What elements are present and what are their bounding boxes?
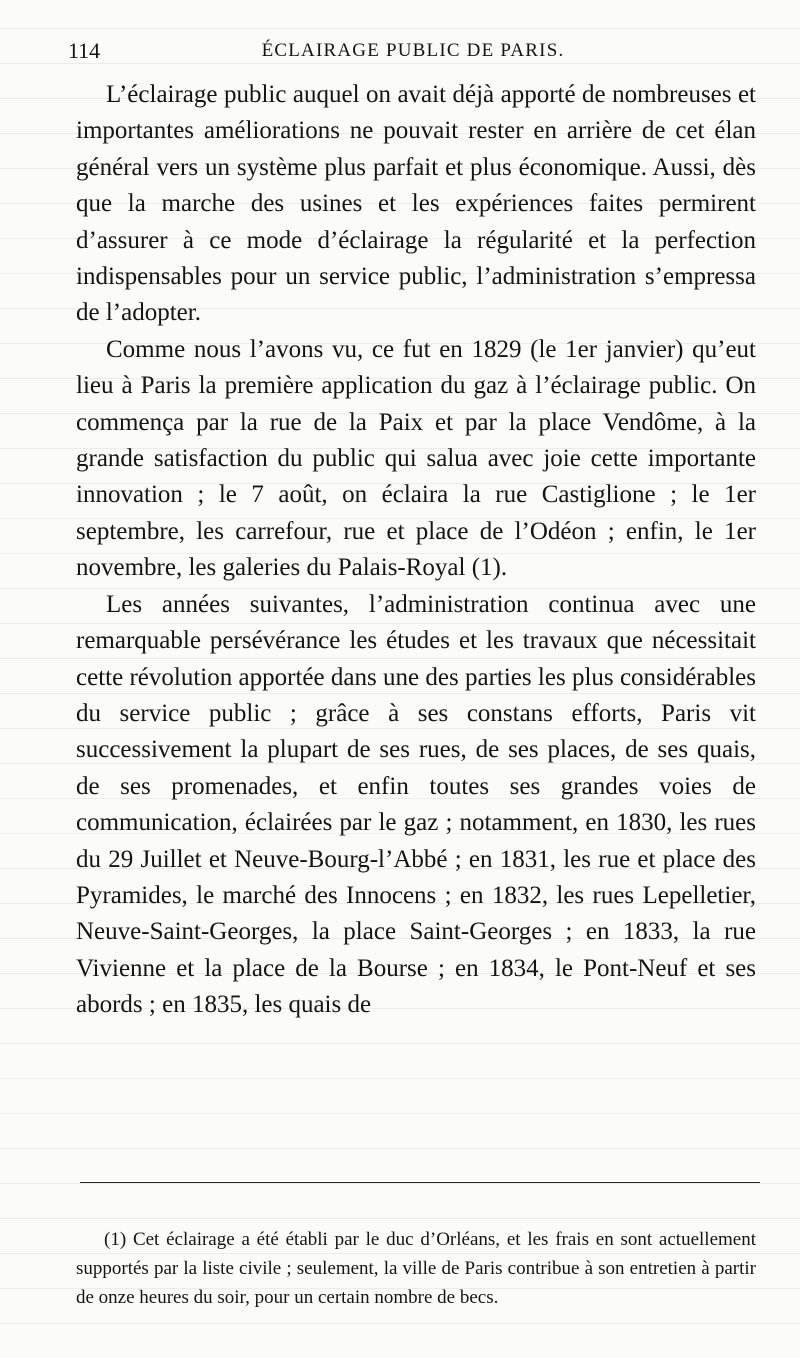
page-header — [68, 38, 758, 68]
footnote-rule — [80, 1182, 760, 1183]
paragraph-2: Comme nous l’avons vu, ce fut en 1829 (le 1er janvier) qu’eut lieu à Paris la première application du gaz à l’éclairage public. On commença par la rue de la Paix et par la place Vendôme, à la grande satisfaction du public qui salua avec joie cette importante innovation ; le 7 août, on éclaira la rue Castiglione ; le 1er septembre, les carrefour, rue et place de l’Odéon ; enfin, le 1er novembre, les galeries du Palais-Royal (1). — [76, 335, 756, 582]
page-number: 114 — [68, 38, 101, 63]
paragraph-3: Les années suivantes, l’administration continua avec une remarquable persévérance les études et les travaux que nécessitait cette révolution apportée dans une des parties les plus considérables du service public ; grâce à ses constans efforts, Paris vit successivement la plupart de ses rues, de ses places, de ses quais, de ses promenades, et enfin toutes ses grandes voies de communication, éclairées par le gaz ; notamment, en 1830, les rues du 29 Juillet et Neuve-Bourg-l’Abbé ; en 1831, les rue et place des Pyramides, le marché des Innocens ; en 1832, les rues Lepelletier, Neuve-Saint-Georges, la place Saint-Georges ; en 1833, la rue Vivienne et la place de la Bourse ; en 1834, le Pont-Neuf et ses abords ; en 1835, les quais de — [76, 590, 756, 1019]
body-text — [76, 77, 756, 1024]
footnote: (1) Cet éclairage a été établi par le duc d’Orléans, et les frais en sont actuellement supportés par la liste civile ; seulement, la ville de Paris contribue à son entretien à partir de onze heures du soir, pour un certain nombre de becs. — [76, 1229, 756, 1308]
paragraph-1: L’éclairage public auquel on avait déjà apporté de nombreuses et importantes améliorations ne pouvait rester en arrière de cet élan général vers un système plus parfait et plus économique. Aussi, dès que la marche des usines et les expériences faites permirent d’assurer à ce mode d’éclairage la régularité et la perfection indispensables pour un service public, l’administration s’empressa de l’adopter. — [76, 81, 756, 327]
running-title: ÉCLAIRAGE PUBLIC DE PARIS. — [261, 40, 565, 61]
